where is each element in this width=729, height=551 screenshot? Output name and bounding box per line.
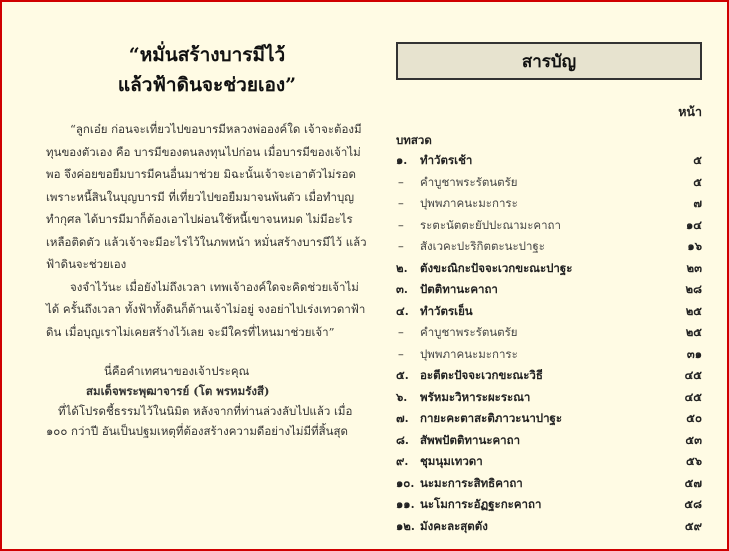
credit-line-2: สมเด็จพระพุฒาจารย์ (โต พรหมรังสี) [86,384,270,398]
toc-item [396,496,702,518]
quote-paragraph-2: จงจำไว้นะ เมื่อยังไม่ถึงเวลา เทพเจ้าองค์ใดจะคิดช่วยเจ้าไม่ได้ ครั้นถึงเวลา ทั้งฟ้าทั้งดินก็ต้านเจ้าไม่อยู่ จงอย่าไปเร่งเทวดาฟ้าดิน เมื่อบุญเราไม่เคยสร้างไว้เลย จะมีใครที่ไหนมาช่วยเจ้า” [46,279,366,339]
toc-list [396,152,702,539]
toc-item-title: สังเวคะปะริกิตตะนะปาฐะ [420,239,545,253]
toc-item-title: มังคะละสุตตัง [420,518,488,533]
right-page [396,42,702,539]
toc-item [396,324,702,346]
toc-item-number: ๑๑. [396,497,415,511]
toc-item-title: ปุพพภาคนะมะการะ [420,346,518,361]
toc-item-page: ๒๕ [685,325,702,339]
toc-item-number: – [398,346,404,361]
toc-header: สารบัญ [396,42,702,80]
toc-item-number: – [398,239,404,253]
toc-item-page: ๒๕ [685,303,702,318]
toc-item [396,303,702,325]
toc-item-page: ๒๘ [685,282,702,296]
toc-section-title: บทสวด [396,133,432,147]
toc-item-title: ปุพพภาคนะมะการะ [420,196,518,210]
toc-item-number: ๑. [396,153,408,167]
toc-item-number: – [398,325,404,339]
toc-item-page: ๕๐ [686,411,702,425]
toc-item-page: ๔๕ [684,389,702,404]
toc-item-title: คำบูชาพระรัตนตรัย [420,325,518,339]
toc-item-number: ๑๒. [396,518,415,533]
toc-item-page: ๕ [693,153,702,167]
toc-item [396,260,702,282]
quote-paragraph-1: “ลูกเอ๋ย ก่อนจะเที่ยวไปขอบารมีหลวงพ่อองค์ใด เจ้าจะต้องมีทุนของตัวเอง คือ บารมีของตนลงทุนไปก่อน เมื่อบารมีของเจ้าไม่พอ จึงค่อยขอยืมบารมีคนอื่นมาช่วย มิฉะนั้นเจ้าจะเอาตัวไม่รอด เพราะหนี้สินในบุญบารมี ที่เที่ยวไปขอยืมมาจนพ้นตัว เมื่อทำบุญทำกุศล ได้บารมีมาก็ต้องเอาไปผ่อนใช้หนี้เขาจนหมด ไม่มีอะไรเหลือติดตัว แล้วเจ้าจะมีอะไรไว้ในภพหน้า หมั่นสร้างบารมีไว้ แล้วฟ้าดินจะช่วยเอง [46,122,367,271]
toc-item [396,152,702,174]
page-column-label: หน้า [678,104,702,119]
toc-item-number: ๑๐. [396,475,415,490]
left-page [46,40,368,441]
toc-item-page: ๕ [693,174,702,189]
toc-item-title: ตังขะณิกะปัจจะเวกขะณะปาฐะ [420,260,573,275]
toc-item-number: ๔. [396,303,409,318]
toc-item-number: ๗. [396,411,409,425]
toc-item [396,346,702,368]
quote-title [46,40,368,100]
toc-item-title: ทำวัตรเย็น [420,303,473,318]
toc-item-page: ๒๓ [686,260,702,275]
toc-item-number: ๖. [396,389,408,404]
toc-item [396,410,702,432]
toc-item [396,217,702,239]
toc-item-title: กายะคะตาสะติภาวะนาปาฐะ [420,411,563,425]
toc-item [396,238,702,260]
toc-item-number: – [398,174,404,189]
toc-item-page: ๕๓ [685,432,702,447]
toc-item-page: ๗ [693,196,702,210]
toc-item-page: ๕๙ [684,518,702,533]
toc-item-title: ปัตติทานะคาถา [420,282,498,296]
toc-item [396,367,702,389]
toc-item-number: – [398,196,404,210]
toc-item-number: ๙. [396,454,409,468]
toc-item [396,518,702,540]
toc-item-title: สัพพปัตติทานะคาถา [420,432,521,447]
credit-block [46,361,368,441]
credit-line-1: นี่คือคำเทศนาของเจ้าประคุณ [104,364,250,378]
toc-item-page: ๑๔ [685,217,702,232]
toc-item-title: อะตีตะปัจจะเวกขะณะวิธี [420,368,543,382]
toc-item-title: นะโมการะอัฏฐะกะคาถา [420,497,542,511]
toc-item-page: ๕๖ [685,454,702,468]
toc-item-page: ๕๘ [684,497,702,511]
toc-item [396,174,702,196]
toc-item-title: นะมะการะสิทธิคาถา [420,475,523,490]
toc-item-page: ๑๖ [687,239,702,253]
toc-item [396,281,702,303]
toc-item-page: ๕๗ [684,475,702,490]
toc-item-title: พรัหมะวิหาระผะระณา [420,389,531,404]
toc-item-page: ๔๕ [684,368,702,382]
toc-item-title: ระตะนัตตะยัปปะณามะคาถา [420,217,561,232]
toc-item [396,432,702,454]
toc-item-page: ๓๑ [686,346,702,361]
toc-item-title: คำบูชาพระรัตนตรัย [420,174,518,189]
toc-item [396,453,702,475]
toc-item-title: ทำวัตรเช้า [420,153,473,167]
credit-line-3: ที่ได้โปรดชี้ธรรมไว้ในนิมิต หลังจากที่ท่านล่วงลับไปแล้ว เมื่อ ๑๐๐ กว่าปี อันเป็นปฐมเหตุที่ต้องสร้างความดีอย่างไม่มีที่สิ้นสุด [46,404,353,438]
toc-item-number: ๕. [396,368,409,382]
toc-item-number: ๓. [396,282,408,296]
quote-title-line1: “หมั่นสร้างบารมีไว้ [128,44,286,66]
quote-body [46,118,368,343]
toc-item-title: ชุมนุมเทวดา [420,454,483,468]
toc-item [396,195,702,217]
toc-item [396,389,702,411]
quote-title-line2: แล้วฟ้าดินจะช่วยเอง” [117,74,297,96]
toc-item-number: ๒. [396,260,408,275]
toc-item-number: ๘. [396,432,409,447]
toc-item [396,475,702,497]
toc-item-number: – [398,217,404,232]
